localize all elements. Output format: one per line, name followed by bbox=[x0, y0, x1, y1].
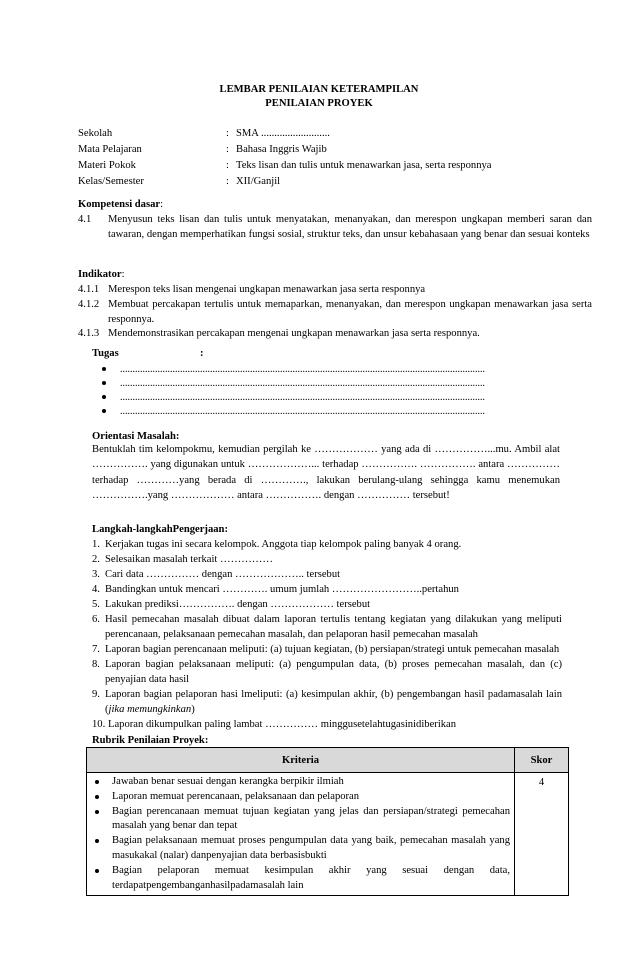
kriteria-list bbox=[87, 773, 514, 895]
step-number: 2. bbox=[92, 554, 100, 565]
identity-value: SMA .......................... bbox=[236, 128, 330, 139]
bullet-icon bbox=[95, 780, 99, 784]
identity-colon: : bbox=[226, 128, 229, 139]
bullet-icon bbox=[102, 395, 106, 399]
identity-row-mapel bbox=[78, 142, 578, 158]
langkah-heading: Langkah-langkahPengerjaan: bbox=[92, 524, 228, 535]
rubrik-table bbox=[86, 747, 569, 896]
kriteria-item bbox=[91, 864, 510, 894]
bullet-icon bbox=[95, 810, 99, 814]
langkah-step bbox=[92, 537, 562, 552]
item-number: 4.1.2 bbox=[78, 299, 100, 310]
langkah-step bbox=[92, 552, 562, 567]
orientasi-text: Bentuklah tim kelompokmu, kemudian pergilah ke ……………… yang ada di ……………...mu. Ambil alat ……………. yang digunakan untuk ………………... terhadap ……………. ……………. antara …………… terhadap …………yang berada di …………., lakukan berulang-ulang sehingga kamu menemukan …………….yang ……………… antara ……………. dengan …………… tersebut! bbox=[92, 444, 560, 501]
document-subtitle: PENILAIAN PROYEK bbox=[265, 98, 373, 109]
identity-key: Mata Pelajaran bbox=[78, 144, 142, 155]
step-number: 8. bbox=[92, 659, 100, 670]
langkah-step bbox=[92, 657, 562, 687]
rubrik-heading: Rubrik Penilaian Proyek: bbox=[92, 735, 209, 746]
kriteria-item bbox=[91, 805, 510, 835]
skor-header: Skor bbox=[515, 748, 569, 773]
step-text: Laporan bagian pelaporan hasi lmeliputi: (a) kesimpulan akhir, (b) pengembangan hasil padamasalah lain (jika memungkinkan) bbox=[105, 689, 562, 715]
orientasi-heading: Orientasi Masalah: bbox=[92, 431, 180, 442]
step-text: Cari data …………… dengan ……………….. tersebut bbox=[105, 569, 341, 580]
kompetensi-heading bbox=[78, 197, 163, 212]
step-text: Kerjakan tugas ini secara kelompok. Anggota tiap kelompok paling banyak 4 orang. bbox=[105, 539, 462, 550]
identity-row-materi bbox=[78, 158, 578, 174]
kriteria-item bbox=[91, 834, 510, 864]
langkah-step bbox=[92, 687, 562, 717]
tugas-bullet bbox=[100, 390, 550, 404]
step-number: 1. bbox=[92, 539, 100, 550]
step-text: Bandingkan untuk mencari …………. umum jumlah ……………………..pertahun bbox=[105, 584, 459, 595]
blank-line: .................................................................................................................................................. bbox=[120, 392, 485, 403]
identity-value: Teks lisan dan tulis untuk menawarkan jasa, serta responnya bbox=[236, 160, 492, 171]
identity-colon: : bbox=[226, 176, 229, 187]
identity-colon: : bbox=[226, 144, 229, 155]
bullet-icon bbox=[95, 795, 99, 799]
kompetensi-label: Kompetensi dasar bbox=[78, 199, 161, 210]
kriteria-header: Kriteria bbox=[87, 748, 515, 773]
kriteria-text: Laporan memuat perencanaan, pelaksanaan dan pelaporan bbox=[112, 790, 360, 802]
item-number: 4.1 bbox=[78, 214, 92, 225]
identity-key: Kelas/Semester bbox=[78, 176, 144, 187]
step-number: 6. bbox=[92, 614, 100, 625]
identity-key: Sekolah bbox=[78, 128, 113, 139]
bullet-icon bbox=[102, 409, 106, 413]
item-text: Menyusun teks lisan dan tulis untuk menyatakan, menanyakan, dan merespon ungkapan memberi saran dan tawaran, dengan memperhatikan fungsi sosial, struktur teks, dan unsur kebahasaan yang benar dan sesuai konteks bbox=[108, 214, 592, 240]
langkah-step bbox=[92, 717, 562, 732]
rubrik-row bbox=[87, 773, 569, 896]
tugas-colon: : bbox=[200, 348, 204, 359]
step-text: Laporan dikumpulkan paling lambat …………… minggusetelahtugasinidiberikan bbox=[108, 719, 457, 730]
kriteria-text: Bagian pelaksanaan memuat proses pengumpulan data yang baik, pemecahan masalah yang masukakal (nalar) danpenyajian data berbasisbukti bbox=[112, 835, 510, 861]
langkah-step bbox=[92, 642, 562, 657]
step-number: 10. bbox=[92, 719, 106, 730]
identity-value: Bahasa Inggris Wajib bbox=[236, 144, 327, 155]
bullet-icon bbox=[95, 869, 99, 873]
item-number: 4.1.1 bbox=[78, 284, 100, 295]
item-text: Mendemonstrasikan percakapan mengenai ungkapan menawarkan jasa serta responnya. bbox=[108, 328, 480, 339]
step-number: 4. bbox=[92, 584, 100, 595]
indikator-heading bbox=[78, 267, 125, 282]
langkah-step bbox=[92, 612, 562, 642]
indikator-colon: : bbox=[121, 269, 125, 280]
step-number: 9. bbox=[92, 689, 100, 700]
kriteria-cell bbox=[87, 773, 515, 896]
tugas-bullet bbox=[100, 362, 550, 376]
bullet-icon bbox=[102, 381, 106, 385]
step-text-main: Laporan bagian pelaporan hasi lmeliputi: (a) kesimpulan akhir, (b) pengembangan hasil padamasalah lain bbox=[105, 689, 562, 700]
identity-value: XII/Ganjil bbox=[236, 176, 281, 187]
step-number: 5. bbox=[92, 599, 100, 610]
step-text: Laporan bagian pelaksanaan meliputi: (a) pengumpulan data, (b) proses pemecahan masalah, dan (c) penyajian data hasil bbox=[105, 659, 562, 685]
kriteria-text: Bagian perencanaan memuat tujuan kegiatan yang jelas dan persiapan/strategi pemecahan masalah yang benar dan tepat bbox=[112, 805, 510, 832]
langkah-list bbox=[92, 537, 562, 732]
item-number: 4.1.3 bbox=[78, 328, 100, 339]
item-text: Merespon teks lisan mengenai ungkapan menawarkan jasa serta responnya bbox=[108, 284, 426, 295]
item-text: Membuat percakapan tertulis untuk memaparkan, menanyakan, dan merespon ungkapan menawarkan jasa serta responnya. bbox=[108, 299, 592, 325]
identity-block bbox=[78, 126, 578, 190]
kompetensi-colon: : bbox=[160, 199, 164, 210]
step-text: Laporan bagian perencanaan meliputi: (a) tujuan kegiatan, (b) persiapan/strategi untuk pemecahan masalah bbox=[105, 644, 560, 655]
langkah-step bbox=[92, 582, 562, 597]
identity-row-sekolah bbox=[78, 126, 578, 142]
step-text: Selesaikan masalah terkait …………… bbox=[105, 554, 273, 565]
blank-line: .................................................................................................................................................. bbox=[120, 406, 485, 417]
tugas-bullet bbox=[100, 404, 550, 418]
skor-value: 4 bbox=[515, 773, 569, 896]
step-text-italic: jika memungkinkan bbox=[108, 704, 192, 715]
tugas-label: Tugas bbox=[92, 348, 119, 359]
indikator-label: Indikator bbox=[78, 269, 122, 280]
bullet-icon bbox=[102, 367, 106, 371]
kriteria-item bbox=[91, 790, 510, 805]
kriteria-item bbox=[91, 775, 510, 790]
step-number: 3. bbox=[92, 569, 100, 580]
langkah-step bbox=[92, 597, 562, 612]
blank-line: .................................................................................................................................................. bbox=[120, 378, 485, 389]
identity-row-kelas bbox=[78, 174, 578, 190]
step-number: 7. bbox=[92, 644, 100, 655]
document-title: LEMBAR PENILAIAN KETERAMPILAN bbox=[219, 84, 419, 95]
bullet-icon bbox=[95, 839, 99, 843]
step-text: Hasil pemecahan masalah dibuat dalam laporan tertulis tentang kegiatan yang dilakukan yang meliputi perencanaan, pelaksanaan pemecahan masalah, dan pelaporan hasil pemecahan masalah bbox=[105, 614, 562, 640]
blank-line: .................................................................................................................................................. bbox=[120, 364, 485, 375]
tugas-list bbox=[100, 362, 550, 418]
kriteria-text: Bagian pelaporan memuat kesimpulan akhir yang sesuai dengan data, terdapatpengembanganhasilpadamasalah lain bbox=[112, 864, 510, 891]
kriteria-text: Jawaban benar sesuai dengan kerangka berpikir ilmiah bbox=[112, 776, 344, 787]
tugas-bullet bbox=[100, 376, 550, 390]
step-text: Lakukan prediksi……………. dengan ……………… tersebut bbox=[105, 599, 371, 610]
identity-colon: : bbox=[226, 160, 229, 171]
rubrik-header-row bbox=[87, 748, 569, 773]
langkah-step bbox=[92, 567, 562, 582]
identity-key: Materi Pokok bbox=[78, 160, 136, 171]
